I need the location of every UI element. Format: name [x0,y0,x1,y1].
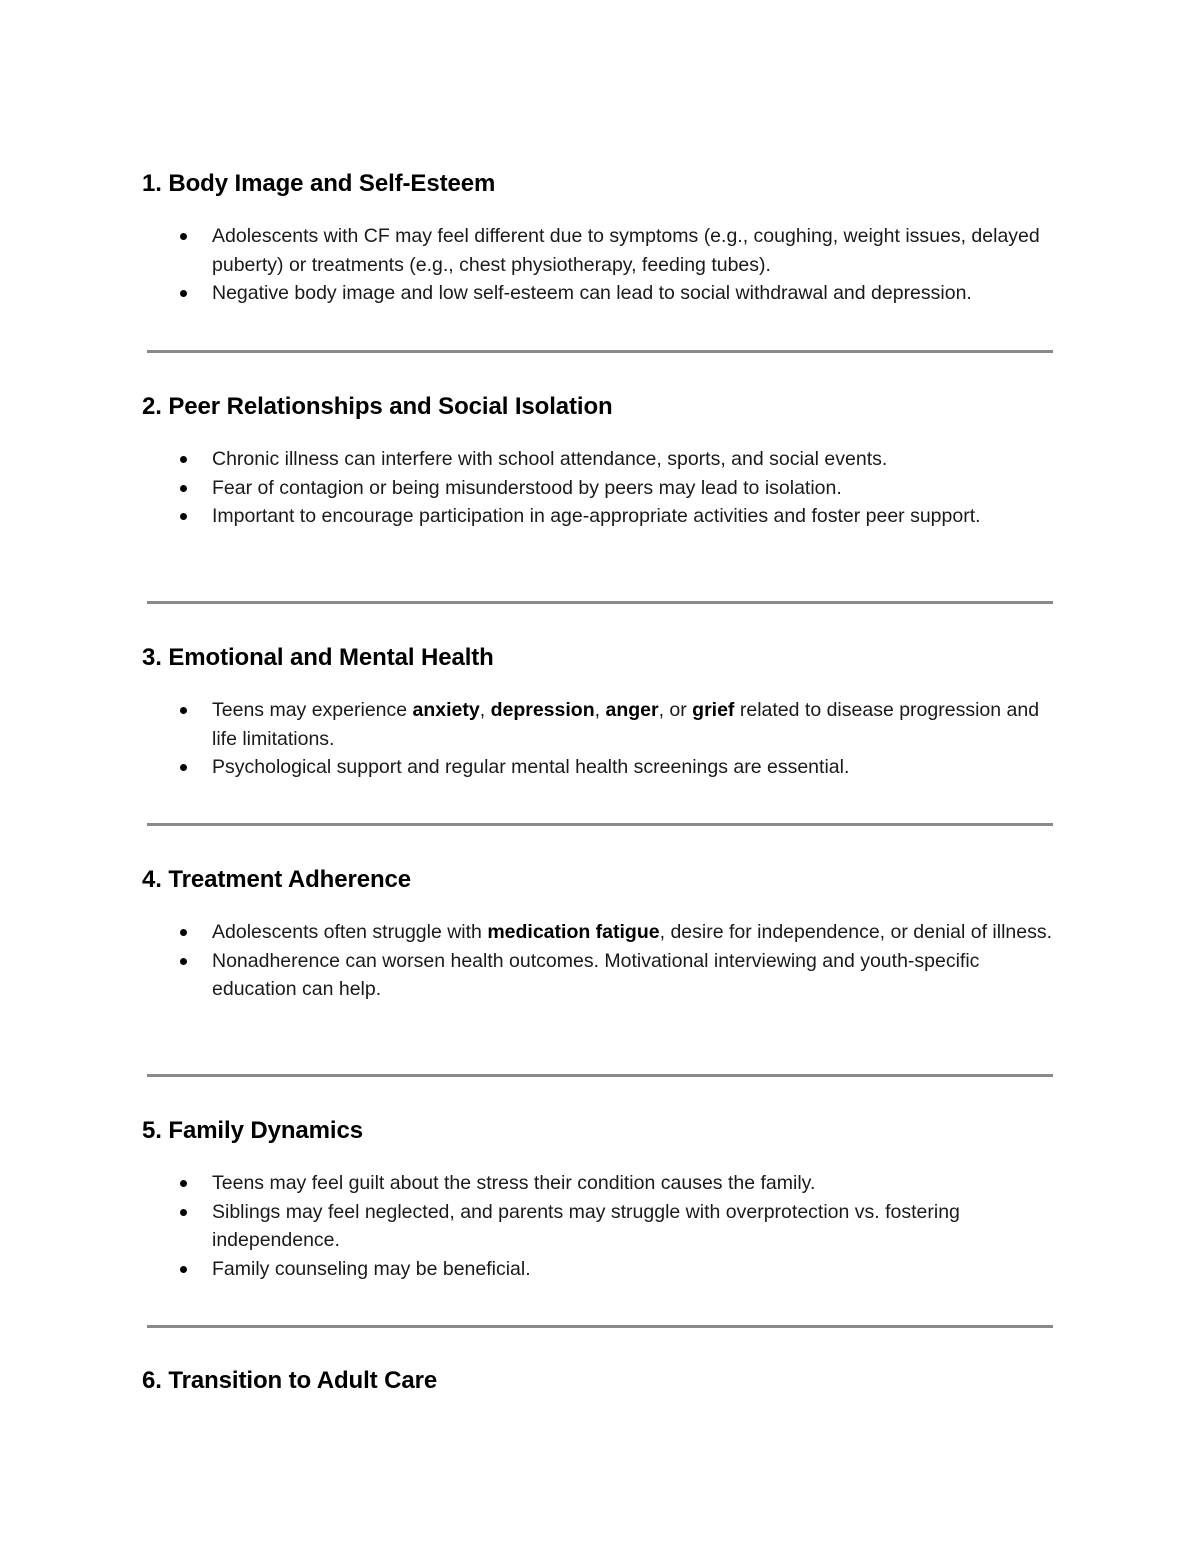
section-heading: 4. Treatment Adherence [142,866,412,893]
section-treatment-adherence [142,866,1062,1000]
bullet-list [142,445,1062,531]
section-body-image [142,170,1062,304]
list-item [142,753,1062,782]
bullet-list [142,696,1062,782]
item-text: , desire for independence, or denial of illness. [659,921,1053,943]
item-text: related to disease progression and life limitations. [212,699,1040,750]
item-text: , [594,699,606,721]
list-item [142,1255,1062,1284]
bullet-icon [180,1266,187,1273]
horizontal-divider [147,350,1053,353]
horizontal-divider [147,601,1053,604]
horizontal-divider [147,1074,1053,1077]
item-text: Teens may feel guilt about the stress their condition causes the family. [212,1172,816,1194]
list-item [142,1169,1062,1198]
bullet-icon [180,958,187,965]
bullet-icon [180,513,187,520]
list-item [142,502,1062,531]
item-text: Chronic illness can interfere with school attendance, sports, and social events. [212,448,888,470]
section-heading: 1. Body Image and Self-Esteem [142,170,496,197]
bullet-list [142,222,1062,308]
list-item [142,696,1062,753]
section-emotional-health [142,644,1062,778]
section-heading: 2. Peer Relationships and Social Isolation [142,393,613,420]
section-heading: 5. Family Dynamics [142,1117,363,1144]
list-item [142,445,1062,474]
bullet-icon [180,707,187,714]
list-item [142,474,1062,503]
list-item [142,918,1062,947]
bullet-icon [180,290,187,297]
section-heading: 6. Transition to Adult Care [142,1367,438,1394]
item-text: Important to encourage participation in age-appropriate activities and foster peer support. [212,505,981,527]
bullet-icon [180,1209,187,1216]
bullet-icon [180,764,187,771]
bullet-icon [180,485,187,492]
list-item [142,1198,1062,1255]
bullet-icon [180,929,187,936]
item-text: Fear of contagion or being misunderstood by peers may lead to isolation. [212,476,842,499]
item-text: Nonadherence can worsen health outcomes. Motivational interviewing and youth-specific education can help. [212,949,980,1000]
section-family-dynamics [142,1117,1062,1280]
bullet-list [142,1169,1062,1283]
item-text: Adolescents with CF may feel different due to symptoms (e.g., coughing, weight issues, delayed puberty) or treatments (e.g., chest physiotherapy, feeding tubes). [212,225,1040,276]
section-peer-relationships [142,393,1062,527]
horizontal-divider [147,1325,1053,1328]
item-text: , [479,699,491,721]
section-transition-adult-care [142,1367,1062,1395]
item-text: Teens may experience [212,699,413,721]
horizontal-divider [147,823,1053,826]
bold-term: anger [605,699,659,721]
bold-term: anxiety [412,699,480,721]
item-text: , or [658,699,693,721]
list-item [142,947,1062,1004]
bullet-icon [180,233,187,240]
bullet-list [142,918,1062,1004]
list-item [142,279,1062,308]
item-text: Siblings may feel neglected, and parents may struggle with overprotection vs. fostering independence. [212,1200,960,1251]
item-text: Negative body image and low self-esteem can lead to social withdrawal and depression. [212,282,972,304]
bold-term: medication fatigue [487,921,660,943]
item-text: Psychological support and regular mental health screenings are essential. [212,756,850,778]
bold-term: grief [692,699,735,721]
bullet-icon [180,1180,187,1187]
item-text: Adolescents often struggle with [212,921,488,943]
bold-term: depression [490,699,595,721]
list-item [142,222,1062,279]
bullet-icon [180,456,187,463]
section-heading: 3. Emotional and Mental Health [142,644,494,671]
item-text: Family counseling may be beneficial. [212,1257,531,1280]
